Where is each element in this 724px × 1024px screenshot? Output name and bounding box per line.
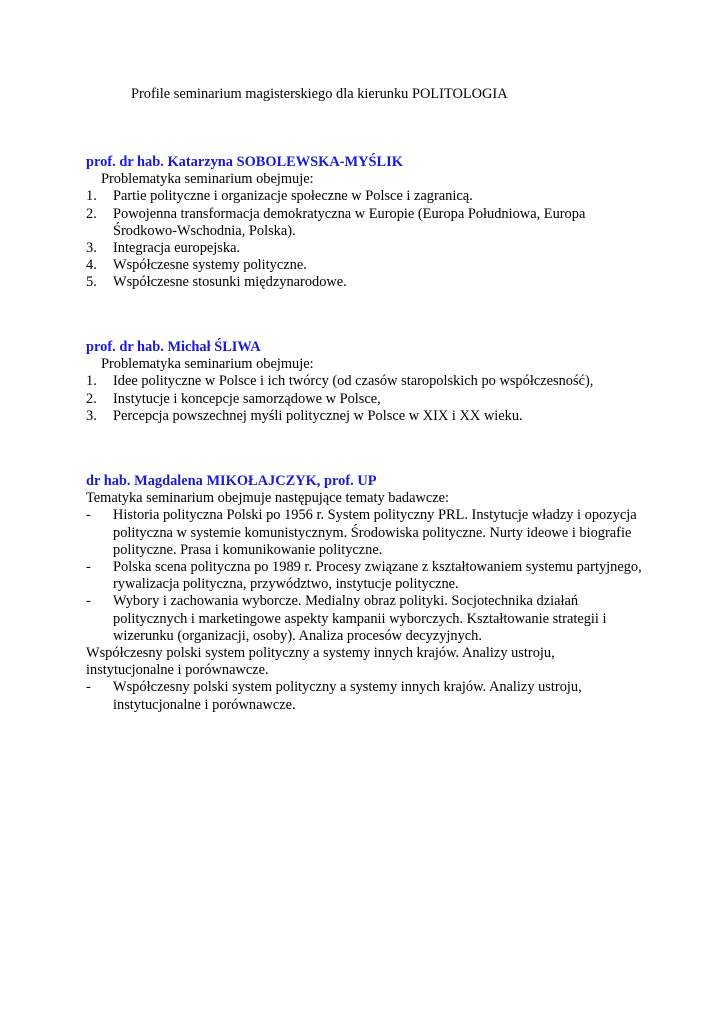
- item-number: 3.: [86, 240, 97, 257]
- list-item: [86, 274, 646, 291]
- item-text: Powojenna transformacja demokratyczna w Europie (Europa Południowa, Europa Środkowo-Wschodnia, Polska).: [113, 205, 586, 239]
- item-text: Polska scena polityczna po 1989 r. Procesy związane z kształtowaniem systemu partyjnego, rywalizacja polityczna, przywództwo, instytucje polityczne.: [113, 559, 642, 593]
- seminar-section-sobolewska: [86, 154, 646, 292]
- list-item: [86, 206, 646, 240]
- item-text: Współczesne systemy polityczne.: [113, 257, 307, 274]
- item-dash: -: [86, 559, 91, 576]
- section-intro: Problematyka seminarium obejmuje:: [101, 171, 314, 188]
- item-text: Współczesne stosunki międzynarodowe.: [113, 274, 347, 291]
- list-item: [86, 593, 646, 645]
- list-item: [86, 391, 646, 408]
- item-number: 1.: [86, 373, 97, 390]
- seminar-section-mikolajczyk: [86, 473, 646, 714]
- document-title: Profile seminarium magisterskiego dla kierunku POLITOLOGIA: [131, 86, 508, 102]
- item-text: Historia polityczna Polski po 1956 r. System polityczny PRL. Instytucje władzy i opozycja polityczna w systemie komunistycznym. Środowiska polityczne. Nurty ideowe i biografie polityczne. Prasa i komunikowanie polityczne.: [113, 507, 637, 558]
- item-text: Percepcja powszechnej myśli politycznej w Polsce w XIX i XX wieku.: [113, 407, 523, 424]
- list-item: [86, 559, 646, 593]
- list-item: [86, 188, 646, 205]
- item-dash: -: [86, 507, 91, 524]
- list-item: [86, 257, 646, 274]
- item-number: 3.: [86, 407, 97, 424]
- item-dash: -: [86, 679, 91, 696]
- topic-list: [86, 188, 646, 291]
- section-intro: Tematyka seminarium obejmuje następujące tematy badawcze:: [86, 490, 450, 507]
- item-text: Partie polityczne i organizacje społeczne w Polsce i zagranicą.: [113, 188, 473, 205]
- item-number: 5.: [86, 274, 97, 291]
- list-item: [86, 507, 646, 559]
- item-number: 2.: [86, 390, 97, 407]
- list-item: [86, 679, 646, 713]
- item-text: Idee polityczne w Polsce i ich twórcy (od czasów staropolskich po współczesność),: [113, 373, 594, 390]
- author-name: prof. dr hab. Katarzyna SOBOLEWSKA-MYŚLIK: [86, 154, 403, 170]
- list-item: [86, 240, 646, 257]
- item-number: 1.: [86, 188, 97, 205]
- topic-list: [86, 373, 646, 425]
- seminar-section-sliwa: [86, 339, 646, 425]
- item-number: 4.: [86, 257, 97, 274]
- section-intro: Problematyka seminarium obejmuje:: [101, 356, 314, 373]
- author-name: dr hab. Magdalena MIKOŁAJCZYK, prof. UP: [86, 473, 377, 489]
- item-text: Instytucje i koncepcje samorządowe w Polsce,: [113, 390, 381, 407]
- item-text: Integracja europejska.: [113, 240, 241, 257]
- list-item: [86, 408, 646, 425]
- item-text: Wybory i zachowania wyborcze. Medialny obraz polityki. Socjotechnika działań politycznych i marketingowe aspekty kampanii wyborczych. Kształtowanie strategii i wizerunku (organizacji, osoby). Analiza procesów decyzyjnych.: [113, 593, 607, 644]
- list-item: [86, 373, 646, 390]
- author-name: prof. dr hab. Michał ŚLIWA: [86, 339, 261, 355]
- paragraph: Współczesny polski system polityczny a systemy innych krajów. Analizy ustroju, instytucjonalne i porównawcze.: [86, 645, 555, 679]
- item-dash: -: [86, 593, 91, 610]
- item-text: Współczesny polski system polityczny a systemy innych krajów. Analizy ustroju, instytucjonalne i porównawcze.: [113, 679, 582, 713]
- item-number: 2.: [86, 205, 97, 222]
